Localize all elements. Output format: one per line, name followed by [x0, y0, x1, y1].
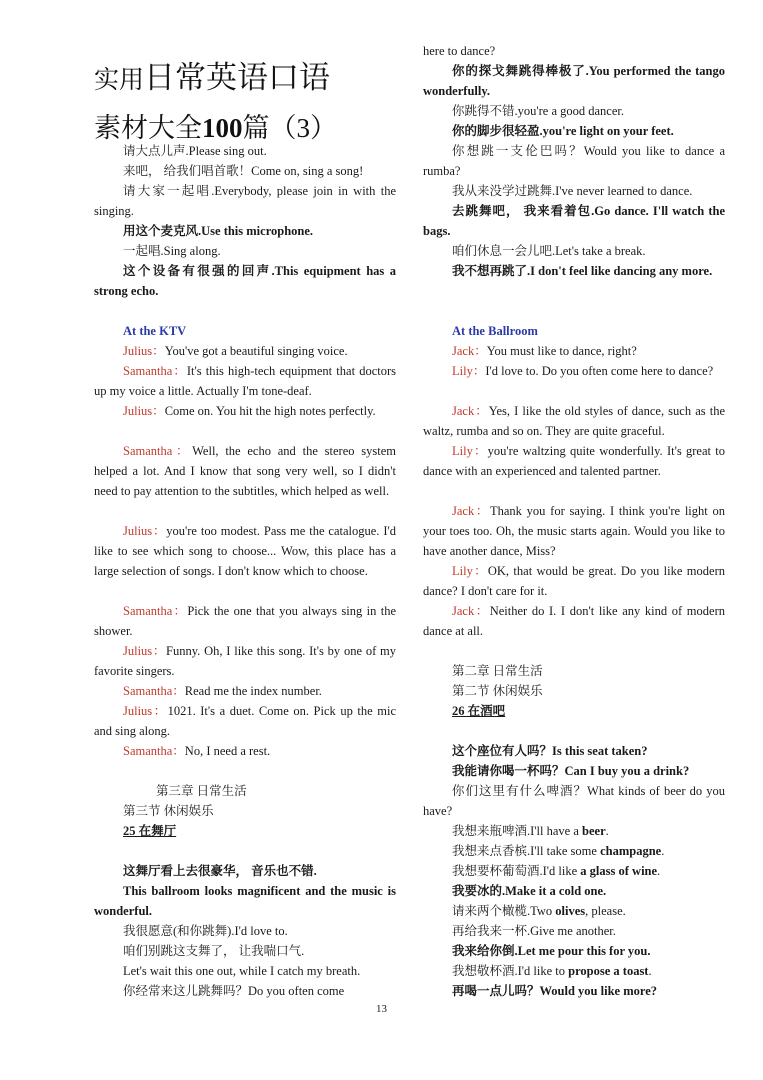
line-text: Funny. Oh, I like this song. It's by one of my favorite singers. [94, 644, 396, 678]
speaker: Samantha： [123, 604, 188, 618]
phrase: 请大家一起唱.Everybody, please join in with the singing. [94, 184, 396, 218]
speaker: Jack： [452, 404, 489, 418]
speaker: Jack： [452, 344, 487, 358]
phrase: 去跳舞吧， 我来看着包.Go dance. I'll watch the bags. [423, 204, 725, 238]
dialogue-line [94, 341, 396, 361]
keyword: propose a toast [568, 964, 649, 978]
page-title-line1 [94, 52, 330, 97]
speaker: Julius： [123, 404, 165, 418]
title-prefix: 实用 [94, 67, 145, 94]
phrase-text: 我想要杯葡萄酒.I'd like [452, 864, 581, 878]
lesson-title-text: 25 在舞厅 [123, 824, 177, 838]
speaker: Jack： [452, 504, 490, 518]
phrase: 这舞厅看上去很豪华， 音乐也不错. [123, 864, 317, 878]
keyword: olives [555, 904, 586, 918]
dialogue-line [94, 741, 396, 761]
dialogue-line [423, 561, 725, 601]
phrase: 我来给你倒.Let me pour this for you. [452, 944, 651, 958]
line-text: Neither do I. I don't like any kind of modern dance at all. [423, 604, 725, 638]
lesson-title [94, 821, 396, 841]
keyword: beer [582, 824, 606, 838]
section-title-ballroom: At the Ballroom [452, 324, 538, 338]
phrase-text: . [657, 864, 661, 878]
speaker: Samantha： [123, 744, 185, 758]
dialogue-line [423, 341, 725, 361]
line-text: Come on. You hit the high notes perfectly. [164, 404, 376, 418]
phrase: 咱们休息一会儿吧.Let's take a break. [452, 244, 646, 258]
phrase: 一起唱.Sing along. [123, 244, 221, 258]
title-line2-num: 100 [202, 113, 243, 143]
phrase: 我很愿意(和你跳舞).I'd love to. [123, 924, 288, 938]
dialogue-line [423, 401, 725, 441]
chapter-heading: 第三章 日常生活 [156, 784, 247, 798]
line-text: Read me the index number. [184, 684, 322, 698]
phrase: 来吧， 给我们唱首歌！Come on, sing a song! [123, 164, 364, 178]
phrase: 这个设备有很强的回声.This equipment has a strong echo. [94, 264, 396, 298]
line-text: Thank you for saying. I think you're light on your toes too. Oh, the music starts again. Would you like to have another dance, Miss? [423, 504, 725, 558]
speaker: Julius： [123, 644, 167, 658]
phrase [423, 821, 725, 841]
phrase: 你跳得不错.you're a good dancer. [452, 104, 625, 118]
phrase: 我从来没学过跳舞.I've never learned to dance. [452, 184, 693, 198]
speaker: Lily： [452, 564, 488, 578]
chapter-heading: 第二章 日常生活 [452, 664, 543, 678]
phrase-text: . [605, 824, 609, 838]
phrase: 你的脚步很轻盈.you're light on your feet. [452, 124, 674, 138]
speaker: Samantha： [123, 444, 193, 458]
page-number: 13 [376, 1003, 387, 1015]
phrase-text: . [648, 964, 652, 978]
phrase-en: You performed the tango wonderfully. [423, 64, 725, 98]
lesson-title [423, 701, 725, 721]
title-main: 日常英语口语 [144, 60, 331, 95]
speaker: Lily： [452, 364, 486, 378]
phrase: 我能请你喝一杯吗？Can I buy you a drink? [452, 764, 690, 778]
phrase [423, 841, 725, 861]
dialogue-line [94, 681, 396, 701]
dialogue-line [423, 361, 725, 381]
dialogue-line [94, 601, 396, 641]
line-text: Well, the echo and the stereo system helped a lot. And I know that song very well, so I didn't need to pay attention to the subtitles, which helped as well. [94, 444, 397, 498]
line-text: Pick the one that you always sing in the shower. [94, 604, 397, 638]
dialogue-line [94, 401, 396, 421]
dialogue-line [94, 361, 396, 401]
phrase: Let's wait this one out, while I catch my breath. [123, 964, 361, 978]
dialogue-line [423, 501, 725, 561]
line-text: You've got a beautiful singing voice. [164, 344, 348, 358]
speaker: Jack： [452, 604, 490, 618]
speaker: Julius： [123, 704, 168, 718]
phrase-text: 请来两个橄榄.Two [452, 904, 556, 918]
section-heading: 第三节 休闲娱乐 [123, 804, 214, 818]
phrase: 你经常来这儿跳舞吗？Do you often come [123, 984, 345, 998]
phrase-text: 我想来点香槟.I'll take some [452, 844, 601, 858]
line-text: It's this high-tech equipment that doctors up my voice a little. Actually I'm tone-deaf. [94, 364, 397, 398]
phrase: 用这个麦克风.Use this microphone. [123, 224, 314, 238]
phrase: 我不想再跳了.I don't feel like dancing any more. [452, 264, 713, 278]
line-text: I'd love to. Do you often come here to dance? [485, 364, 714, 378]
phrase-text: 我想敬杯酒.I'd like to [452, 964, 569, 978]
phrase-text: . [661, 844, 665, 858]
speaker: Samantha： [123, 364, 187, 378]
phrase: 再喝一点儿吗？Would you like more? [452, 984, 657, 998]
line-text: you're waltzing quite wonderfully. It's great to dance with an experienced and talented partner. [423, 444, 725, 478]
speaker: Julius： [123, 524, 167, 538]
phrase: This ballroom looks magnificent and the music is wonderful. [94, 884, 396, 918]
dialogue-line [94, 701, 396, 741]
dialogue-line [94, 521, 396, 581]
phrase-text: 我想来瓶啤酒.I'll have a [452, 824, 583, 838]
page-title-line2 [94, 106, 337, 145]
section-heading: 第二节 休闲娱乐 [452, 684, 543, 698]
speaker: Samantha： [123, 684, 185, 698]
line-text: No, I need a rest. [184, 744, 271, 758]
dialogue-line [423, 601, 725, 641]
line-text: You must like to dance, right? [486, 344, 637, 358]
speaker: Julius： [123, 344, 165, 358]
phrase [423, 61, 725, 101]
lesson-title-text: 26 在酒吧 [452, 704, 506, 718]
phrase: 你想跳一支伦巴吗？Would you like to dance a rumba? [423, 144, 725, 178]
title-line2-prefix: 素材大全 [94, 113, 202, 143]
title-line2-suffix: 篇（3） [242, 113, 337, 143]
section-title-ktv: At the KTV [123, 324, 187, 338]
phrase [423, 961, 725, 981]
dialogue-line [423, 441, 725, 481]
phrase-continued: here to dance? [423, 44, 496, 58]
phrase: 我要冰的.Make it a cold one. [452, 884, 607, 898]
phrase-zh: 你的探戈舞跳得棒极了. [452, 64, 589, 78]
phrase: 再给我来一杯.Give me another. [452, 924, 616, 938]
phrase: 这个座位有人吗？Is this seat taken? [452, 744, 648, 758]
phrase-text: , please. [585, 904, 626, 918]
line-text: you're too modest. Pass me the catalogue. I'd like to see which song to choose... Wow, this place has a large selection of songs. I don't know which to choose. [94, 524, 396, 578]
keyword: a glass of wine [580, 864, 658, 878]
phrase: 请大点儿声.Please sing out. [123, 144, 267, 158]
line-text: 1021. It's a duet. Come on. Pick up the mic and sing along. [94, 704, 396, 738]
line-text: Yes, I like the old styles of dance, such as the waltz, rumba and so on. They are quite graceful. [423, 404, 725, 438]
phrase: 咱们别跳这支舞了， 让我喘口气. [123, 944, 305, 958]
phrase: 你们这里有什么啤酒？What kinds of beer do you have? [423, 784, 725, 818]
speaker: Lily： [452, 444, 488, 458]
phrase [423, 861, 725, 881]
dialogue-line [94, 441, 396, 501]
dialogue-line [94, 641, 396, 681]
phrase [423, 901, 725, 921]
keyword: champagne [600, 844, 662, 858]
line-text: OK, that would be great. Do you like modern dance? I don't care for it. [423, 564, 725, 598]
